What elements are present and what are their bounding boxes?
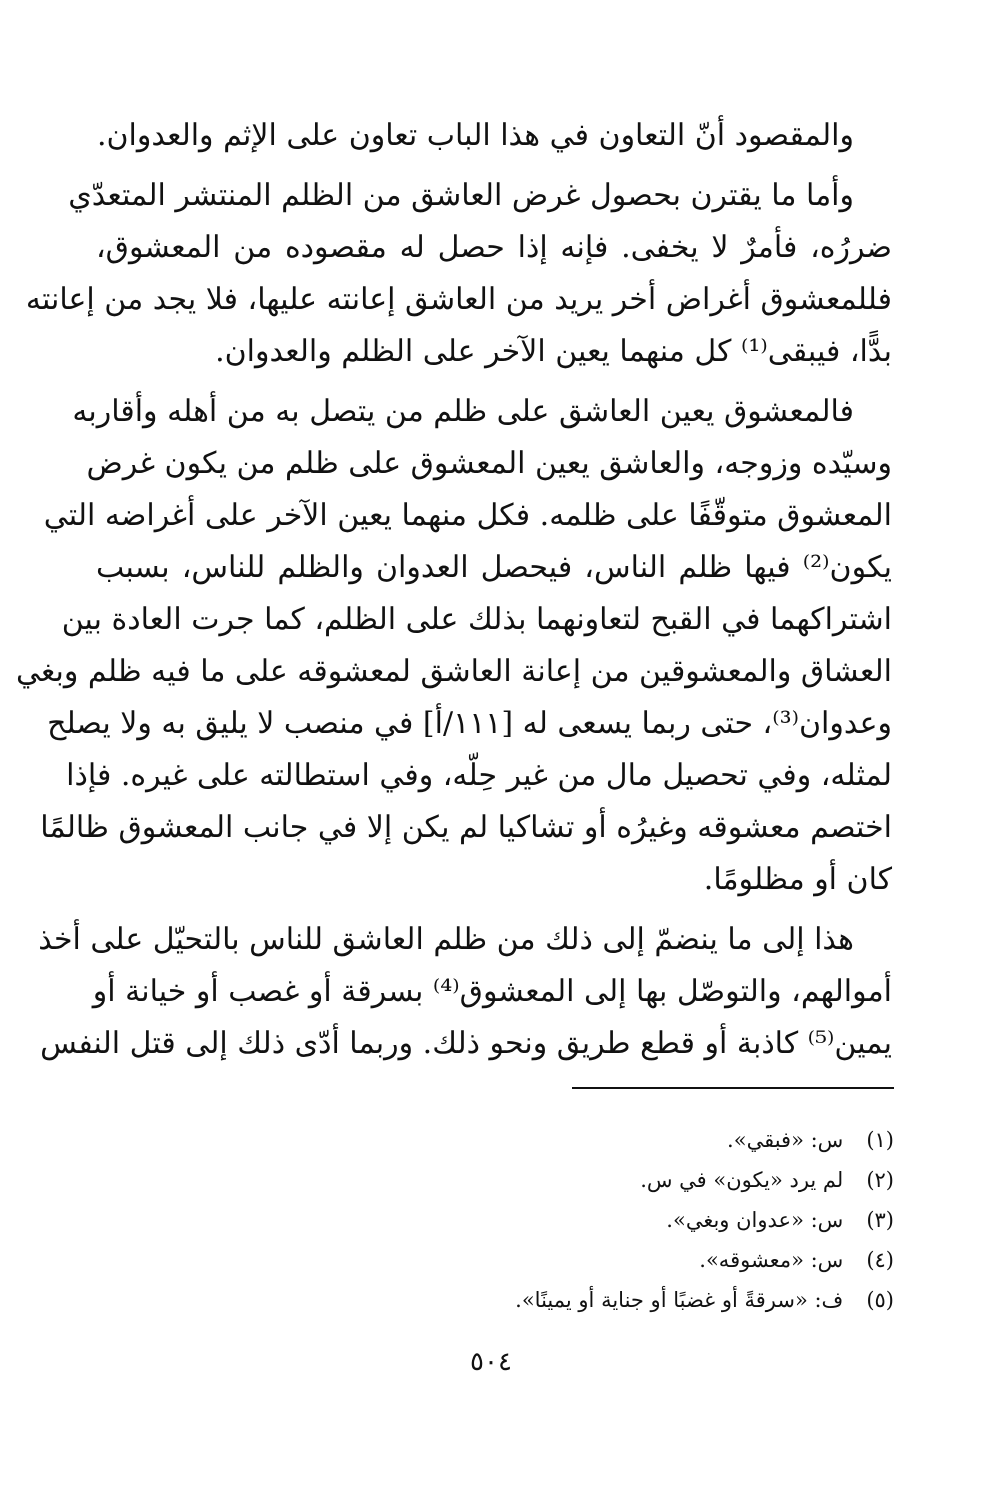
- footnote-number: (١): [866, 1128, 894, 1152]
- text-line: كان أو مظلومًا.: [703, 862, 892, 897]
- text-line: يمين⁽⁵⁾ كاذبة أو قطع طريق ونحو ذلك. وربما أدّى ذلك إلى قتل النفس: [40, 1026, 892, 1061]
- text-line: وسيّده وزوجه، والعاشق يعين المعشوق على ظلم من يكون غرض: [86, 446, 892, 481]
- footnote-number: (٤): [866, 1248, 894, 1272]
- footnote-text: س: «فبقي».: [727, 1128, 844, 1152]
- footnote-item: [380, 1200, 894, 1240]
- footnotes: [380, 1120, 894, 1320]
- text-line: بدًّا، فيبقى⁽¹⁾ كل منهما يعين الآخر على الظلم والعدوان.: [215, 334, 892, 369]
- text-line: وأما ما يقترن بحصول غرض العاشق من الظلم المنتشر المتعدّي: [68, 178, 854, 213]
- text-line: فللمعشوق أغراض أخر يريد من العاشق إعانته عليها، فلا يجد من إعانته: [25, 282, 892, 317]
- text-line: فالمعشوق يعين العاشق على ظلم من يتصل به من أهله وأقاربه: [72, 394, 854, 429]
- footnote-text: لم يرد «يكون» في س.: [640, 1168, 844, 1192]
- text-line: ضررُه، فأمرٌ لا يخفى. فإنه إذا حصل له مقصوده من المعشوق،: [96, 230, 892, 265]
- footnote-item: [380, 1120, 894, 1160]
- text-line: هذا إلى ما ينضمّ إلى ذلك من ظلم العاشق للناس بالتحيّل على أخذ: [38, 922, 854, 957]
- paragraph-gap: [96, 162, 892, 170]
- footnote-item: [380, 1280, 894, 1320]
- footnote-divider: [572, 1087, 894, 1089]
- text-line: المعشوق متوقّفًا على ظلمه. فكل منهما يعين الآخر على أغراضه التي: [43, 498, 892, 533]
- main-text: [16, 110, 892, 1070]
- text-line: العشاق والمعشوقين من إعانة العاشق لمعشوقه على ما فيه ظلم وبغي: [16, 654, 892, 689]
- text-line: وعدوان⁽³⁾، حتى ربما يسعى له [١١١/أ] في منصب لا يليق به ولا يصلح: [47, 706, 892, 741]
- text-line: أموالهم، والتوصّل بها إلى المعشوق⁽⁴⁾ بسرقة أو غصب أو خيانة أو: [92, 974, 892, 1009]
- paragraph-gap: [96, 378, 892, 386]
- page-number: ٥٠٤: [470, 1347, 512, 1377]
- paragraph-gap: [96, 906, 892, 914]
- footnote-number: (٢): [866, 1168, 894, 1192]
- text-line: اختصم معشوقه وغيرُه أو تشاكيا لم يكن إلا في جانب المعشوق ظالمًا: [40, 810, 892, 845]
- footnote-item: [380, 1240, 894, 1280]
- footnote-text: س: «معشوقه».: [699, 1248, 844, 1272]
- text-line: يكون⁽²⁾ فيها ظلم الناس، فيحصل العدوان والظلم للناس، بسبب: [96, 550, 892, 585]
- footnote-number: (٥): [866, 1288, 894, 1312]
- text-line: اشتراكهما في القبح لتعاونهما بذلك على الظلم، كما جرت العادة بين: [61, 602, 892, 637]
- footnote-number: (٣): [866, 1208, 894, 1232]
- footnote-text: ف: «سرقةً أو غضبًا أو جناية أو يمينًا».: [515, 1288, 844, 1312]
- footnote-item: [380, 1160, 894, 1200]
- footnote-text: س: «عدوان وبغي».: [666, 1208, 844, 1232]
- text-line: والمقصود أنّ التعاون في هذا الباب تعاون على الإثم والعدوان.: [96, 118, 854, 153]
- text-line: لمثله، وفي تحصيل مال من غير حِلّه، وفي استطالته على غيره. فإذا: [66, 758, 892, 793]
